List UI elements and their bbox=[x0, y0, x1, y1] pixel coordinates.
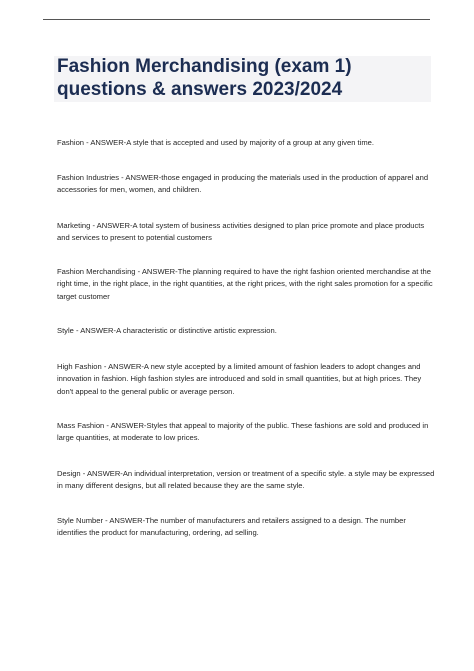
qa-item-fashion-industries: Fashion Industries - ANSWER-those engaged in producing the materials used in the production of apparel and accessories for men, women, and children. bbox=[57, 173, 429, 195]
qa-item-design: Design - ANSWER-An individual interpretation, version or treatment of a specific style. a style may be expressed in many different designs, but all related because they are the same style. bbox=[57, 469, 435, 491]
qa-item-marketing: Marketing - ANSWER-A total system of business activities designed to plan price promote and place products and services to present to potential customers bbox=[57, 221, 425, 243]
document-title bbox=[57, 55, 427, 101]
qa-item-mass-fashion: Mass Fashion - ANSWER-Styles that appeal to majority of the public. These fashions are sold and produced in large quantities, at moderate to low prices. bbox=[57, 421, 429, 443]
title-line: questions & answers 2023/2024 bbox=[57, 79, 343, 100]
qa-item-style-number: Style Number - ANSWER-The number of manufacturers and retailers assigned to a design. The number identifies the product for manufacturing, ordering, ad selling. bbox=[57, 516, 406, 538]
qa-item-high-fashion: High Fashion - ANSWER-A new style accepted by a limited amount of fashion leaders to adopt changes and innovation in fashion. High fashion styles are introduced and sold in small quantities, but at high prices. They don't appeal to the general public or average person. bbox=[57, 362, 422, 396]
qa-item-fashion: Fashion - ANSWER-A style that is accepted and used by majority of a group at any given time. bbox=[57, 138, 374, 147]
qa-item-fashion-merchandising: Fashion Merchandising - ANSWER-The planning required to have the right fashion oriented merchandise at the right time, in the right place, in the right quantities, at the right prices, with the right sales promotion for a specific target customer bbox=[57, 267, 433, 301]
qa-item-style: Style - ANSWER-A characteristic or distinctive artistic expression. bbox=[57, 326, 277, 335]
top-divider bbox=[43, 19, 430, 20]
title-line: Fashion Merchandising (exam 1) bbox=[57, 56, 352, 77]
